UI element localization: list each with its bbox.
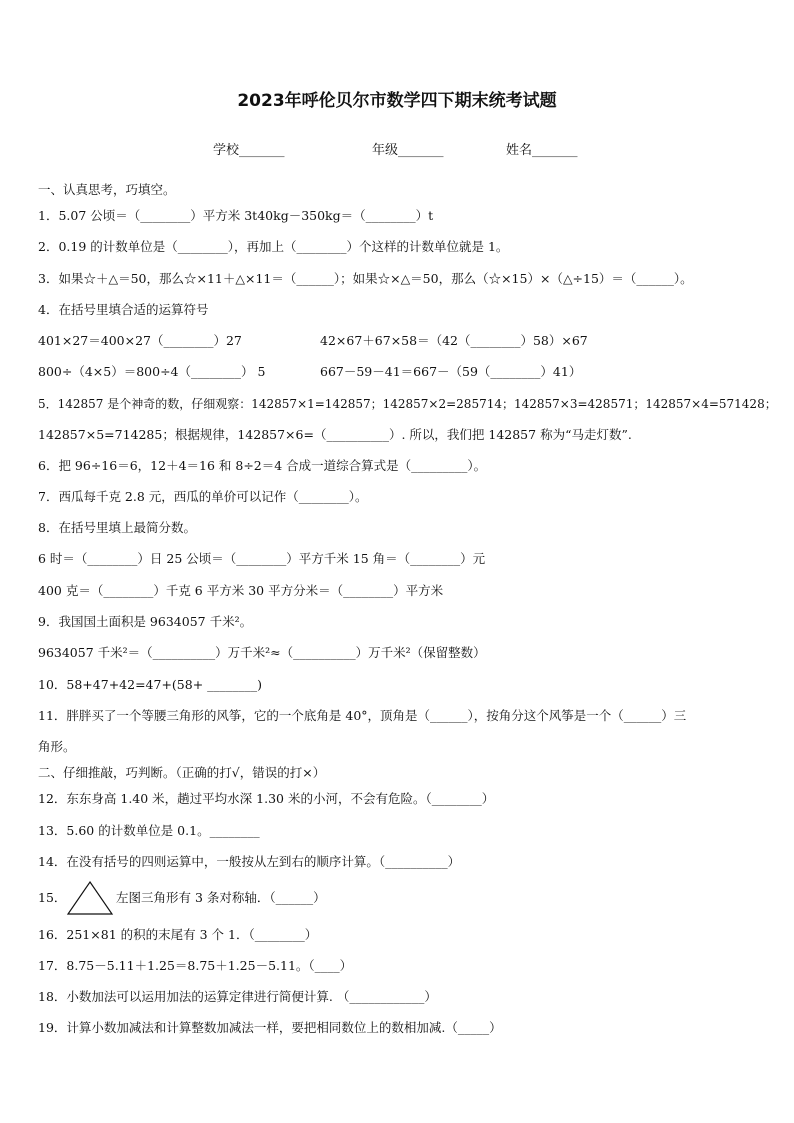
- question-4b: 42×67＋67×58＝（42（________）58）×67: [320, 333, 588, 348]
- question-8a: 6 时＝（________）日 25 公顷＝（________）平方千米 15 角＝（________）元: [38, 551, 486, 566]
- question-15-number: 15．: [38, 890, 67, 905]
- question-11-cont: 角形。: [38, 739, 76, 754]
- question-5: 5．142857 是个神奇的数，仔细观察：142857×1=142857；142857×2=285714；142857×3=428571；142857×4=571428；: [38, 397, 777, 411]
- grade-field: 年级_______: [372, 143, 444, 158]
- question-5-cont: 142857×5=714285；根据规律，142857×6=（__________）. 所以，我们把 142857 称为“马走灯数”.: [38, 427, 632, 442]
- question-12: 12．东东身高 1.40 米，趟过平均水深 1.30 米的小河，不会有危险。（________）: [38, 791, 495, 806]
- question-4c: 800÷（4×5）＝800÷4（________） 5: [38, 364, 266, 379]
- triangle-figure: [66, 880, 114, 916]
- question-19: 19．计算小数加减法和计算整数加减法一样，要把相同数位上的数相加减.（_____）: [38, 1020, 502, 1035]
- question-13: 13．5.60 的计数单位是 0.1。________: [38, 823, 260, 838]
- question-10: 10．58+47+42=47+(58+ ________): [38, 677, 263, 692]
- section-1-heading: 一、认真思考，巧填空。: [38, 182, 176, 197]
- question-16: 16．251×81 的积的末尾有 3 个 1．（________）: [38, 927, 318, 942]
- question-15: 左图三角形有 3 条对称轴．（______）: [116, 890, 326, 905]
- name-field: 姓名_______: [506, 143, 578, 158]
- question-6: 6．把 96÷16＝6，12＋4＝16 和 8÷2＝4 合成一道综合算式是（_________）。: [38, 458, 487, 473]
- school-field: 学校_______: [213, 143, 285, 158]
- question-11: 11．胖胖买了一个等腰三角形的风筝，它的一个底角是 40°，顶角是（______），按角分这个风筝是一个（______）三: [38, 708, 687, 723]
- question-14: 14．在没有括号的四则运算中，一般按从左到右的顺序计算。（__________）: [38, 854, 461, 869]
- question-4: 4．在括号里填合适的运算符号: [38, 302, 209, 317]
- question-4a: 401×27＝400×27（________）27: [38, 333, 242, 348]
- question-8b: 400 克＝（________）千克 6 平方米 30 平方分米＝（________）平方米: [38, 583, 444, 598]
- question-9-cont: 9634057 千米²＝（__________）万千米²≈（__________）万千米²（保留整数）: [38, 645, 486, 660]
- page-title: 2023年呼伦贝尔市数学四下期末统考试题: [237, 91, 557, 111]
- question-18: 18．小数加法可以运用加法的运算定律进行简便计算. （____________）: [38, 989, 437, 1004]
- question-17: 17．8.75－5.11＋1.25＝8.75＋1.25－5.11。（____）: [38, 958, 353, 973]
- section-2-heading: 二、仔细推敲，巧判断。（正确的打√，错误的打×）: [38, 765, 326, 780]
- question-9: 9．我国国土面积是 9634057 千米²。: [38, 614, 253, 629]
- question-1: 1．5.07 公顷＝（________）平方米 3t40kg－350kg＝（________）t: [38, 208, 434, 223]
- question-2: 2．0.19 的计数单位是（________），再加上（________）个这样的计数单位就是 1。: [38, 239, 509, 254]
- question-4d: 667－59－41＝667－（59（________）41）: [320, 364, 582, 379]
- question-7: 7．西瓜每千克 2.8 元，西瓜的单价可以记作（________）。: [38, 489, 368, 504]
- question-3: 3．如果☆＋△＝50，那么☆×11＋△×11＝（______）；如果☆×△＝50，那么（☆×15）×（△÷15）＝（______）。: [38, 271, 693, 286]
- question-8: 8．在括号里填上最简分数。: [38, 520, 196, 535]
